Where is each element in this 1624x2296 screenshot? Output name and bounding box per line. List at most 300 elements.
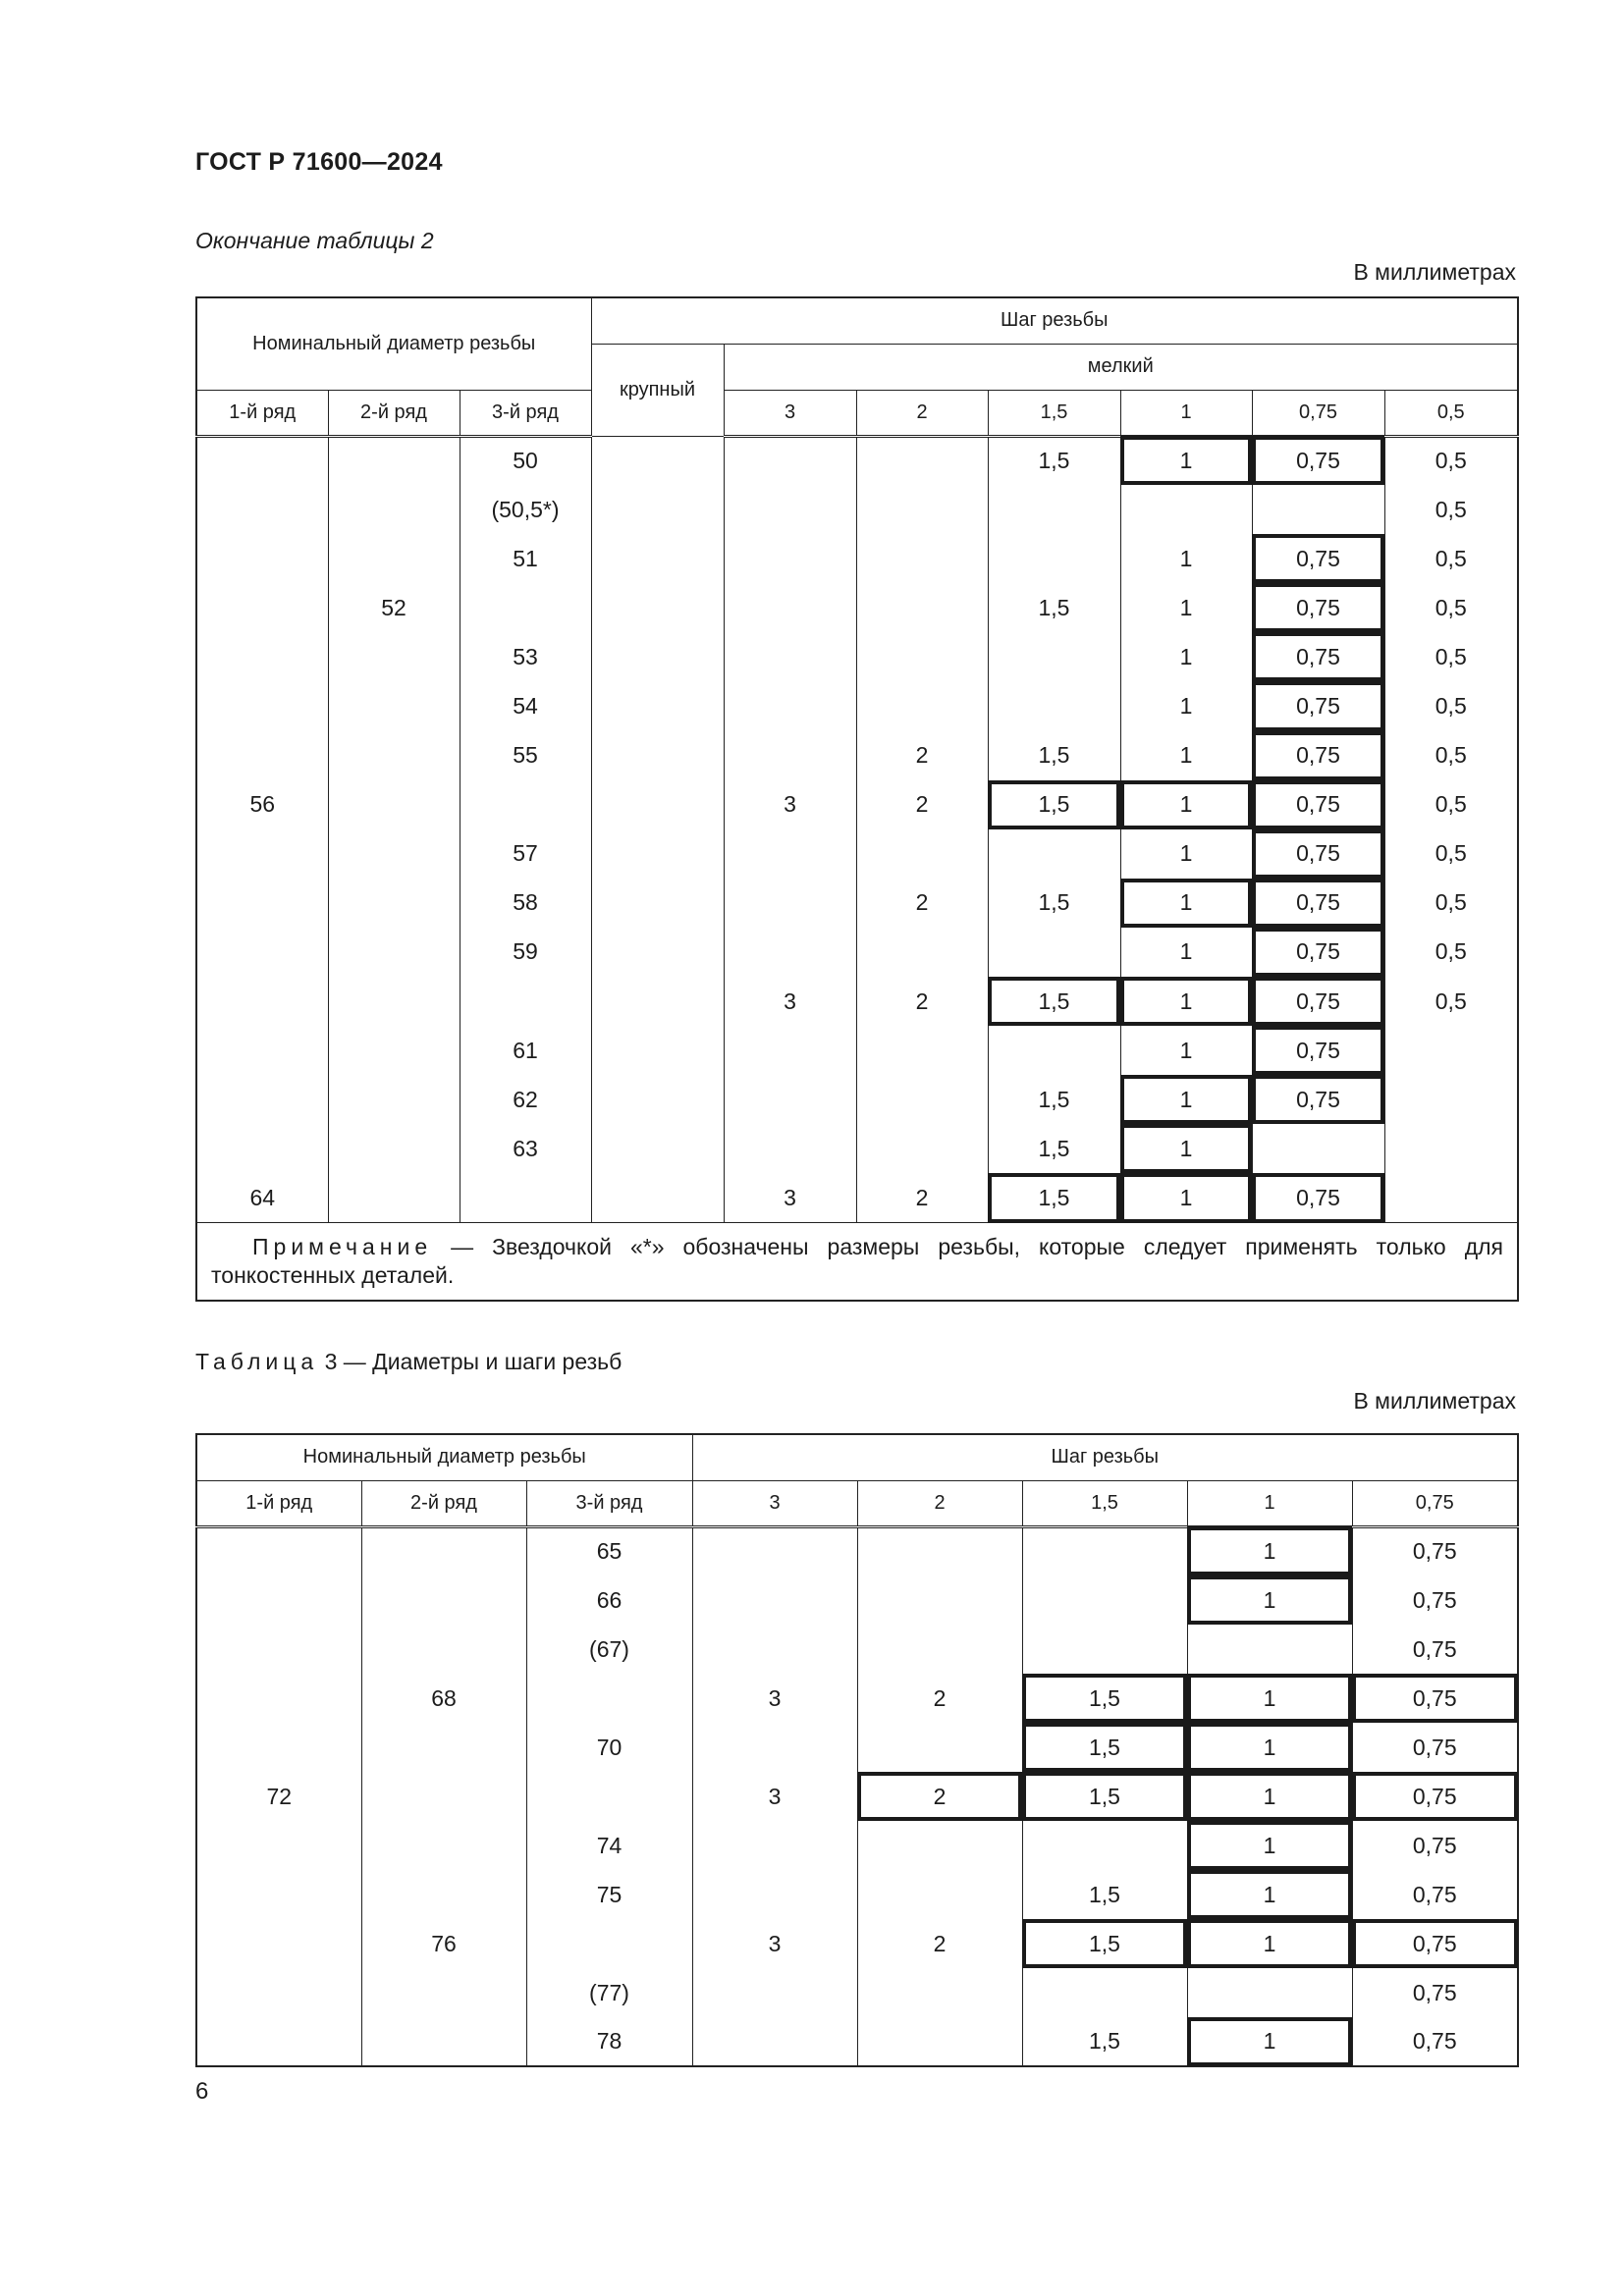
table-row — [196, 1968, 1518, 2017]
table-cell: (50,5*) — [460, 485, 591, 534]
header-pitch-0-5: 0,5 — [1384, 390, 1518, 436]
table-cell: 1 — [1120, 1026, 1252, 1075]
table-cell: 0,75 — [1352, 1625, 1518, 1674]
t3-header-pitch-1-5: 1,5 — [1022, 1480, 1187, 1526]
table-cell: 61 — [460, 1026, 591, 1075]
table-cell — [724, 436, 856, 485]
table-row — [196, 780, 1518, 829]
table-cell — [361, 1526, 526, 1575]
header-coarse: крупный — [591, 344, 724, 436]
table-cell: 1,5 — [988, 1075, 1120, 1124]
table-cell — [591, 1075, 724, 1124]
table-cell — [857, 2017, 1022, 2066]
table-cell: 1,5 — [988, 879, 1120, 928]
table-cell: 1,5 — [1022, 1674, 1187, 1723]
table-row — [196, 485, 1518, 534]
table-cell: 0,75 — [1252, 436, 1384, 485]
table-cell — [196, 534, 328, 583]
table-cell: 0,75 — [1252, 977, 1384, 1026]
table-cell — [856, 1075, 988, 1124]
table-row — [196, 1625, 1518, 1674]
table-cell: 1,5 — [988, 731, 1120, 780]
table-cell: 0,75 — [1352, 1919, 1518, 1968]
table-cell — [361, 1968, 526, 2017]
table-cell: 1,5 — [988, 977, 1120, 1026]
table-cell — [724, 1124, 856, 1173]
table-cell: 2 — [856, 1173, 988, 1222]
table-cell — [196, 681, 328, 730]
table-row — [196, 879, 1518, 928]
table-cell — [724, 829, 856, 879]
table-cell: 1 — [1120, 780, 1252, 829]
table-cell: 1 — [1120, 534, 1252, 583]
table-cell: 1 — [1120, 829, 1252, 879]
document-header: ГОСТ Р 71600—2024 — [195, 148, 443, 176]
table-cell: 0,5 — [1384, 977, 1518, 1026]
table-cell — [196, 436, 328, 485]
table-cell: 0,5 — [1384, 583, 1518, 632]
table-cell — [196, 1870, 361, 1919]
table-cell — [988, 829, 1120, 879]
table-cell — [591, 1026, 724, 1075]
table-cell: 1,5 — [988, 436, 1120, 485]
table-cell — [196, 1723, 361, 1772]
table-cell: 0,75 — [1252, 632, 1384, 681]
table-cell — [328, 1026, 460, 1075]
table-cell — [526, 1919, 692, 1968]
table-cell — [196, 879, 328, 928]
table-cell — [856, 829, 988, 879]
header-fine: мелкий — [724, 344, 1518, 390]
table-cell — [1022, 1821, 1187, 1870]
table-cell — [328, 731, 460, 780]
table-cell — [692, 1821, 857, 1870]
table-cell: 1,5 — [1022, 2017, 1187, 2066]
table-row — [196, 1870, 1518, 1919]
table-cell — [196, 731, 328, 780]
table-cell — [591, 928, 724, 977]
table-cell: 3 — [724, 780, 856, 829]
table-cell — [328, 1075, 460, 1124]
table-cell: 0,75 — [1252, 928, 1384, 977]
table-cell — [591, 780, 724, 829]
table3-caption-label: Таблица — [195, 1349, 319, 1374]
table-cell — [196, 1674, 361, 1723]
table-cell — [857, 1723, 1022, 1772]
table-cell — [1252, 485, 1384, 534]
table-cell: 1 — [1187, 1772, 1352, 1821]
table-cell: 0,75 — [1252, 681, 1384, 730]
table-cell — [692, 1870, 857, 1919]
table-cell — [196, 485, 328, 534]
table2-caption: Окончание таблицы 2 — [195, 228, 434, 253]
table-cell — [328, 829, 460, 879]
table-cell — [692, 2017, 857, 2066]
table-cell — [361, 1821, 526, 1870]
table-cell — [692, 1625, 857, 1674]
table-cell: 53 — [460, 632, 591, 681]
table-cell — [856, 534, 988, 583]
table-cell: 78 — [526, 2017, 692, 2066]
table-cell: 1,5 — [988, 1173, 1120, 1222]
table-row — [196, 1026, 1518, 1075]
header-pitch-1: 1 — [1120, 390, 1252, 436]
table-cell — [1252, 1124, 1384, 1173]
table-row — [196, 1772, 1518, 1821]
table-cell — [328, 681, 460, 730]
table-cell — [196, 632, 328, 681]
table-cell: (67) — [526, 1625, 692, 1674]
table-cell — [196, 1075, 328, 1124]
table-cell — [1022, 1625, 1187, 1674]
table-cell — [988, 534, 1120, 583]
table-cell: 1,5 — [988, 1124, 1120, 1173]
table-cell — [328, 534, 460, 583]
table-cell — [460, 1173, 591, 1222]
table-cell: 76 — [361, 1919, 526, 1968]
table-cell: 0,75 — [1352, 1870, 1518, 1919]
table-cell: 1 — [1120, 681, 1252, 730]
header-row3: 3-й ряд — [460, 390, 591, 436]
table-cell — [361, 1723, 526, 1772]
table2-unit: В миллиметрах — [1353, 259, 1516, 285]
table-cell — [591, 583, 724, 632]
table-cell: 1 — [1120, 632, 1252, 681]
table3-caption — [195, 1349, 622, 1375]
table-cell: 0,5 — [1384, 879, 1518, 928]
table-cell: 0,75 — [1352, 1968, 1518, 2017]
table-cell — [460, 977, 591, 1026]
table-cell: 55 — [460, 731, 591, 780]
t3-header-pitch-1: 1 — [1187, 1480, 1352, 1526]
table-cell — [196, 1124, 328, 1173]
table-cell — [196, 928, 328, 977]
table-cell — [196, 2017, 361, 2066]
page-number: 6 — [195, 2078, 209, 2105]
table-cell — [526, 1674, 692, 1723]
table-cell: 1 — [1120, 436, 1252, 485]
table-cell: 63 — [460, 1124, 591, 1173]
table-cell: 0,5 — [1384, 485, 1518, 534]
table-cell: 2 — [857, 1772, 1022, 1821]
table-cell — [724, 681, 856, 730]
header-row2: 2-й ряд — [328, 390, 460, 436]
table-cell — [591, 681, 724, 730]
table-cell — [196, 1919, 361, 1968]
table-cell — [196, 1526, 361, 1575]
table-cell: 0,5 — [1384, 780, 1518, 829]
table-row — [196, 977, 1518, 1026]
table-cell — [988, 632, 1120, 681]
table-cell — [196, 1625, 361, 1674]
table-cell: 1 — [1187, 1575, 1352, 1625]
table-row — [196, 1173, 1518, 1222]
table-cell: 0,75 — [1252, 1026, 1384, 1075]
table-cell: 68 — [361, 1674, 526, 1723]
table-cell — [196, 1821, 361, 1870]
t3-header-pitch-2: 2 — [857, 1480, 1022, 1526]
table-cell: 0,75 — [1252, 1075, 1384, 1124]
table-row — [196, 1124, 1518, 1173]
table-cell: 1 — [1120, 731, 1252, 780]
table-cell — [1384, 1075, 1518, 1124]
header-pitch-0-75: 0,75 — [1252, 390, 1384, 436]
table2-note — [196, 1223, 1518, 1302]
table-cell: 0,5 — [1384, 436, 1518, 485]
table-cell: 1 — [1120, 583, 1252, 632]
table-cell — [724, 583, 856, 632]
table-cell: 1 — [1120, 1173, 1252, 1222]
table-cell: 1 — [1187, 1821, 1352, 1870]
table-cell: 1 — [1120, 928, 1252, 977]
table-row — [196, 1526, 1518, 1575]
table3-caption-text: 3 — Диаметры и шаги резьб — [318, 1349, 623, 1374]
table-cell: 2 — [857, 1919, 1022, 1968]
table-cell: 2 — [856, 731, 988, 780]
table-cell — [857, 1526, 1022, 1575]
table-cell — [1384, 1026, 1518, 1075]
table-cell: 72 — [196, 1772, 361, 1821]
table-cell — [591, 1173, 724, 1222]
table-row — [196, 829, 1518, 879]
table-cell: 0,75 — [1252, 1173, 1384, 1222]
table-cell: 74 — [526, 1821, 692, 1870]
table-cell — [196, 583, 328, 632]
t3-header-row1: 1-й ряд — [196, 1480, 361, 1526]
table-cell — [361, 1625, 526, 1674]
t3-header-thread-pitch: Шаг резьбы — [692, 1434, 1518, 1480]
table-row — [196, 534, 1518, 583]
table-cell: 0,75 — [1352, 1674, 1518, 1723]
table-cell: 54 — [460, 681, 591, 730]
table-cell — [328, 977, 460, 1026]
table-cell — [988, 928, 1120, 977]
table-cell — [857, 1821, 1022, 1870]
table-cell: 3 — [724, 977, 856, 1026]
table-row — [196, 681, 1518, 730]
table-cell: 0,5 — [1384, 681, 1518, 730]
table-cell — [328, 1173, 460, 1222]
header-pitch-1-5: 1,5 — [988, 390, 1120, 436]
table-cell — [328, 879, 460, 928]
table-cell: 0,75 — [1352, 2017, 1518, 2066]
table-cell: (77) — [526, 1968, 692, 2017]
header-row1: 1-й ряд — [196, 390, 328, 436]
note-label: Примечание — [252, 1234, 433, 1259]
table-cell — [856, 583, 988, 632]
table-cell: 1,5 — [988, 780, 1120, 829]
table-cell: 50 — [460, 436, 591, 485]
table-cell — [856, 681, 988, 730]
table-cell — [1384, 1173, 1518, 1222]
table-cell: 2 — [856, 977, 988, 1026]
table-cell — [724, 1026, 856, 1075]
table-cell — [328, 928, 460, 977]
table-cell: 59 — [460, 928, 591, 977]
t3-header-row2: 2-й ряд — [361, 1480, 526, 1526]
table-cell: 64 — [196, 1173, 328, 1222]
table-cell: 0,75 — [1252, 731, 1384, 780]
t3-header-nominal-diameter: Номинальный диаметр резьбы — [196, 1434, 692, 1480]
table-cell — [692, 1968, 857, 2017]
table-row — [196, 583, 1518, 632]
table-row — [196, 928, 1518, 977]
table-cell — [857, 1870, 1022, 1919]
table-cell — [526, 1772, 692, 1821]
table-cell — [856, 928, 988, 977]
table-cell: 57 — [460, 829, 591, 879]
table-cell — [361, 1575, 526, 1625]
table-cell: 0,5 — [1384, 731, 1518, 780]
table-cell: 1 — [1187, 2017, 1352, 2066]
table-cell: 3 — [692, 1674, 857, 1723]
table-cell: 62 — [460, 1075, 591, 1124]
table-row — [196, 1723, 1518, 1772]
table-cell: 2 — [857, 1674, 1022, 1723]
table-cell — [857, 1575, 1022, 1625]
table-cell — [1120, 485, 1252, 534]
table-cell: 2 — [856, 879, 988, 928]
table-cell — [328, 485, 460, 534]
table-cell: 0,75 — [1252, 534, 1384, 583]
table-row — [196, 731, 1518, 780]
table-row — [196, 2017, 1518, 2066]
table-cell — [328, 780, 460, 829]
t3-header-pitch-0-75: 0,75 — [1352, 1480, 1518, 1526]
table-cell — [988, 681, 1120, 730]
table-cell: 0,75 — [1252, 780, 1384, 829]
table-cell: 0,75 — [1352, 1772, 1518, 1821]
table-cell: 1 — [1187, 1870, 1352, 1919]
table-cell — [1187, 1625, 1352, 1674]
table-cell — [857, 1968, 1022, 2017]
table-cell: 70 — [526, 1723, 692, 1772]
table-cell: 0,75 — [1352, 1575, 1518, 1625]
table-cell — [328, 436, 460, 485]
table-cell: 3 — [724, 1173, 856, 1222]
table-cell — [361, 1772, 526, 1821]
table3 — [195, 1433, 1519, 2067]
table-cell: 1,5 — [1022, 1723, 1187, 1772]
table-cell — [724, 485, 856, 534]
table-cell — [328, 1124, 460, 1173]
table-cell — [856, 632, 988, 681]
table-cell — [724, 534, 856, 583]
table-cell — [857, 1625, 1022, 1674]
table-cell — [724, 731, 856, 780]
table-cell — [196, 1968, 361, 2017]
header-thread-pitch: Шаг резьбы — [591, 297, 1518, 344]
table-cell — [724, 879, 856, 928]
table-cell — [988, 485, 1120, 534]
table-row — [196, 436, 1518, 485]
table-cell — [856, 436, 988, 485]
table-row — [196, 1075, 1518, 1124]
table-cell — [591, 731, 724, 780]
table-cell: 56 — [196, 780, 328, 829]
table2 — [195, 296, 1519, 1302]
table-cell — [1187, 1968, 1352, 2017]
table-cell: 0,75 — [1352, 1821, 1518, 1870]
table-cell: 1 — [1120, 879, 1252, 928]
table-cell: 51 — [460, 534, 591, 583]
table-cell — [328, 632, 460, 681]
table-cell — [1022, 1526, 1187, 1575]
table-row — [196, 1821, 1518, 1870]
table-cell: 0,75 — [1252, 879, 1384, 928]
table-cell — [1022, 1968, 1187, 2017]
table-cell: 1 — [1187, 1919, 1352, 1968]
table-cell: 66 — [526, 1575, 692, 1625]
table-cell: 1 — [1120, 1075, 1252, 1124]
table-cell — [196, 977, 328, 1026]
table-cell — [724, 1075, 856, 1124]
table-cell: 58 — [460, 879, 591, 928]
table-cell: 3 — [692, 1772, 857, 1821]
table-cell — [460, 780, 591, 829]
table-cell — [1022, 1575, 1187, 1625]
table-cell — [1384, 1124, 1518, 1173]
table-cell: 0,75 — [1352, 1526, 1518, 1575]
table3-unit: В миллиметрах — [1353, 1388, 1516, 1414]
table-cell — [591, 879, 724, 928]
table-cell: 0,75 — [1352, 1723, 1518, 1772]
table-cell — [988, 1026, 1120, 1075]
header-nominal-diameter: Номинальный диаметр резьбы — [196, 297, 591, 390]
table-cell: 1 — [1187, 1674, 1352, 1723]
table-cell — [856, 485, 988, 534]
table-cell — [692, 1575, 857, 1625]
table-cell: 65 — [526, 1526, 692, 1575]
table-cell — [591, 1124, 724, 1173]
table-cell: 1,5 — [988, 583, 1120, 632]
table-cell — [591, 632, 724, 681]
header-pitch-3: 3 — [724, 390, 856, 436]
table-cell: 0,5 — [1384, 632, 1518, 681]
table-row — [196, 1919, 1518, 1968]
table-cell — [196, 1575, 361, 1625]
table-cell — [591, 829, 724, 879]
table-cell: 1 — [1120, 977, 1252, 1026]
table-cell: 1 — [1120, 1124, 1252, 1173]
table-cell — [591, 485, 724, 534]
table-cell — [724, 632, 856, 681]
table-cell — [724, 928, 856, 977]
table-cell: 75 — [526, 1870, 692, 1919]
table-row — [196, 1674, 1518, 1723]
table-cell — [196, 829, 328, 879]
table-cell: 1,5 — [1022, 1919, 1187, 1968]
table-cell — [692, 1723, 857, 1772]
table-cell: 0,5 — [1384, 928, 1518, 977]
table-cell: 1 — [1187, 1526, 1352, 1575]
table-cell — [856, 1026, 988, 1075]
table-cell — [361, 1870, 526, 1919]
table-cell: 2 — [856, 780, 988, 829]
table-cell: 3 — [692, 1919, 857, 1968]
table-row — [196, 632, 1518, 681]
table-cell: 52 — [328, 583, 460, 632]
table-cell: 0,5 — [1384, 829, 1518, 879]
table-cell: 0,75 — [1252, 829, 1384, 879]
table-cell: 1,5 — [1022, 1870, 1187, 1919]
table-cell: 1 — [1187, 1723, 1352, 1772]
table-cell: 0,75 — [1252, 583, 1384, 632]
table-row — [196, 1575, 1518, 1625]
table-cell: 0,5 — [1384, 534, 1518, 583]
header-pitch-2: 2 — [856, 390, 988, 436]
t3-header-pitch-3: 3 — [692, 1480, 857, 1526]
